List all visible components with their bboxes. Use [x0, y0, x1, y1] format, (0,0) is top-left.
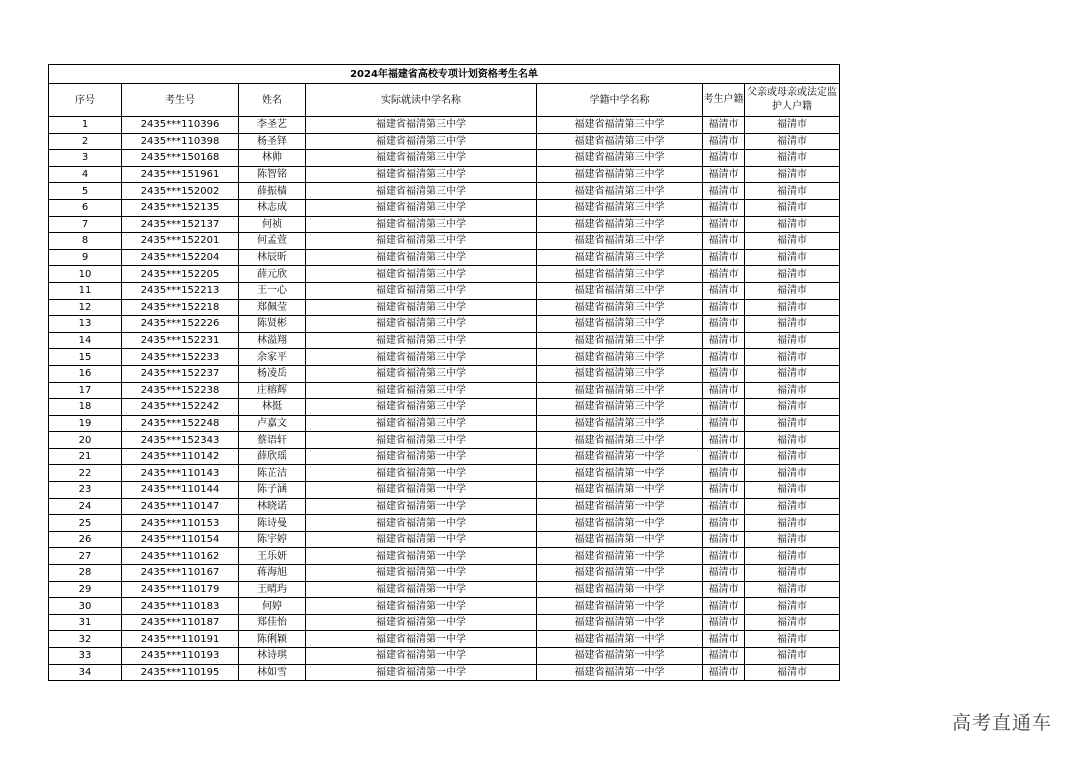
- cell-parent-hukou: 福清市: [745, 117, 840, 134]
- table-row: [49, 448, 840, 465]
- cell-parent-hukou: 福清市: [745, 565, 840, 582]
- cell-parent-hukou: 福清市: [745, 183, 840, 200]
- cell-hukou: 福清市: [703, 548, 745, 565]
- table-row: [49, 266, 840, 283]
- cell-reg-school: 福建省福清第三中学: [537, 415, 703, 432]
- cell-name: 何孟萱: [239, 233, 306, 250]
- cell-parent-hukou: 福清市: [745, 482, 840, 499]
- cell-exam-no: 2435***152237: [122, 365, 239, 382]
- cell-name: 林辰昕: [239, 249, 306, 266]
- cell-actual-school: 福建省福清第一中学: [306, 465, 537, 482]
- table-row: [49, 117, 840, 134]
- table-row: [49, 664, 840, 681]
- cell-hukou: 福清市: [703, 199, 745, 216]
- cell-seq: 24: [49, 498, 122, 515]
- cell-hukou: 福清市: [703, 365, 745, 382]
- cell-reg-school: 福建省福清第三中学: [537, 133, 703, 150]
- cell-actual-school: 福建省福清第三中学: [306, 316, 537, 333]
- header-hukou: 考生户籍: [703, 84, 745, 117]
- cell-actual-school: 福建省福清第三中学: [306, 349, 537, 366]
- cell-actual-school: 福建省福清第三中学: [306, 249, 537, 266]
- cell-reg-school: 福建省福清第三中学: [537, 399, 703, 416]
- cell-exam-no: 2435***152213: [122, 282, 239, 299]
- table-row: [49, 216, 840, 233]
- cell-reg-school: 福建省福清第三中学: [537, 216, 703, 233]
- cell-reg-school: 福建省福清第一中学: [537, 448, 703, 465]
- table-row: [49, 365, 840, 382]
- cell-reg-school: 福建省福清第三中学: [537, 299, 703, 316]
- cell-exam-no: 2435***110396: [122, 117, 239, 134]
- cell-name: 林诗琪: [239, 648, 306, 665]
- cell-name: 林挺: [239, 399, 306, 416]
- cell-hukou: 福清市: [703, 233, 745, 250]
- cell-actual-school: 福建省福清第三中学: [306, 183, 537, 200]
- cell-seq: 27: [49, 548, 122, 565]
- cell-seq: 17: [49, 382, 122, 399]
- cell-seq: 34: [49, 664, 122, 681]
- cell-reg-school: 福建省福清第一中学: [537, 482, 703, 499]
- cell-exam-no: 2435***110143: [122, 465, 239, 482]
- cell-name: 林晓诺: [239, 498, 306, 515]
- cell-actual-school: 福建省福清第三中学: [306, 117, 537, 134]
- cell-seq: 30: [49, 598, 122, 615]
- cell-parent-hukou: 福清市: [745, 216, 840, 233]
- cell-actual-school: 福建省福清第三中学: [306, 382, 537, 399]
- cell-name: 陈宇婷: [239, 531, 306, 548]
- cell-seq: 19: [49, 415, 122, 432]
- table-row: [49, 581, 840, 598]
- cell-name: 林志成: [239, 199, 306, 216]
- cell-exam-no: 2435***110147: [122, 498, 239, 515]
- table-row: [49, 648, 840, 665]
- cell-exam-no: 2435***152137: [122, 216, 239, 233]
- cell-actual-school: 福建省福清第三中学: [306, 299, 537, 316]
- cell-seq: 1: [49, 117, 122, 134]
- cell-hukou: 福清市: [703, 565, 745, 582]
- cell-seq: 26: [49, 531, 122, 548]
- cell-name: 薛欣瑶: [239, 448, 306, 465]
- header-reg-school: 学籍中学名称: [537, 84, 703, 117]
- cell-parent-hukou: 福清市: [745, 249, 840, 266]
- cell-seq: 5: [49, 183, 122, 200]
- cell-hukou: 福清市: [703, 581, 745, 598]
- cell-reg-school: 福建省福清第三中学: [537, 266, 703, 283]
- table-row: [49, 531, 840, 548]
- cell-actual-school: 福建省福清第一中学: [306, 498, 537, 515]
- cell-hukou: 福清市: [703, 249, 745, 266]
- cell-hukou: 福清市: [703, 266, 745, 283]
- cell-actual-school: 福建省福清第三中学: [306, 133, 537, 150]
- cell-exam-no: 2435***152201: [122, 233, 239, 250]
- cell-name: 卢嘉文: [239, 415, 306, 432]
- cell-parent-hukou: 福清市: [745, 548, 840, 565]
- cell-seq: 6: [49, 199, 122, 216]
- cell-hukou: 福清市: [703, 399, 745, 416]
- cell-parent-hukou: 福清市: [745, 282, 840, 299]
- table-row: [49, 166, 840, 183]
- cell-parent-hukou: 福清市: [745, 581, 840, 598]
- cell-actual-school: 福建省福清第一中学: [306, 598, 537, 615]
- header-parent-hukou: 父亲或母亲或法定监护人户籍: [745, 84, 840, 117]
- cell-actual-school: 福建省福清第一中学: [306, 448, 537, 465]
- cell-actual-school: 福建省福清第三中学: [306, 332, 537, 349]
- cell-actual-school: 福建省福清第一中学: [306, 531, 537, 548]
- cell-name: 何祯: [239, 216, 306, 233]
- cell-parent-hukou: 福清市: [745, 614, 840, 631]
- cell-name: 余家平: [239, 349, 306, 366]
- table-body: [49, 117, 840, 681]
- cell-hukou: 福清市: [703, 465, 745, 482]
- table-row: [49, 432, 840, 449]
- cell-parent-hukou: 福清市: [745, 266, 840, 283]
- cell-exam-no: 2435***152204: [122, 249, 239, 266]
- cell-actual-school: 福建省福清第一中学: [306, 515, 537, 532]
- cell-exam-no: 2435***152248: [122, 415, 239, 432]
- table-row: [49, 299, 840, 316]
- cell-seq: 2: [49, 133, 122, 150]
- table-title: 2024年福建省高校专项计划资格考生名单: [49, 65, 840, 84]
- cell-exam-no: 2435***110144: [122, 482, 239, 499]
- cell-seq: 11: [49, 282, 122, 299]
- cell-reg-school: 福建省福清第三中学: [537, 117, 703, 134]
- cell-parent-hukou: 福清市: [745, 349, 840, 366]
- cell-hukou: 福清市: [703, 515, 745, 532]
- cell-actual-school: 福建省福清第一中学: [306, 648, 537, 665]
- cell-reg-school: 福建省福清第一中学: [537, 465, 703, 482]
- cell-seq: 21: [49, 448, 122, 465]
- cell-actual-school: 福建省福清第一中学: [306, 548, 537, 565]
- cell-hukou: 福清市: [703, 299, 745, 316]
- cell-reg-school: 福建省福清第一中学: [537, 565, 703, 582]
- cell-exam-no: 2435***110398: [122, 133, 239, 150]
- cell-exam-no: 2435***152242: [122, 399, 239, 416]
- cell-seq: 33: [49, 648, 122, 665]
- cell-seq: 25: [49, 515, 122, 532]
- table-row: [49, 249, 840, 266]
- table-row: [49, 316, 840, 333]
- cell-seq: 29: [49, 581, 122, 598]
- cell-actual-school: 福建省福清第三中学: [306, 365, 537, 382]
- cell-hukou: 福清市: [703, 282, 745, 299]
- watermark-text: 高考直通车: [951, 712, 1052, 734]
- cell-parent-hukou: 福清市: [745, 199, 840, 216]
- cell-seq: 28: [49, 565, 122, 582]
- cell-name: 陈俐颖: [239, 631, 306, 648]
- cell-reg-school: 福建省福清第三中学: [537, 166, 703, 183]
- cell-seq: 20: [49, 432, 122, 449]
- cell-seq: 7: [49, 216, 122, 233]
- cell-actual-school: 福建省福清第三中学: [306, 216, 537, 233]
- cell-exam-no: 2435***150168: [122, 150, 239, 167]
- table-row: [49, 150, 840, 167]
- table-row: [49, 482, 840, 499]
- header-exam-no: 考生号: [122, 84, 239, 117]
- cell-name: 林帅: [239, 150, 306, 167]
- table-row: [49, 332, 840, 349]
- cell-exam-no: 2435***152205: [122, 266, 239, 283]
- cell-parent-hukou: 福清市: [745, 515, 840, 532]
- table-row: [49, 465, 840, 482]
- cell-name: 薛振樯: [239, 183, 306, 200]
- cell-name: 王晴玙: [239, 581, 306, 598]
- cell-hukou: 福清市: [703, 349, 745, 366]
- cell-hukou: 福清市: [703, 150, 745, 167]
- cell-actual-school: 福建省福清第三中学: [306, 199, 537, 216]
- cell-parent-hukou: 福清市: [745, 415, 840, 432]
- cell-name: 陈诗曼: [239, 515, 306, 532]
- cell-hukou: 福清市: [703, 482, 745, 499]
- cell-reg-school: 福建省福清第一中学: [537, 648, 703, 665]
- cell-reg-school: 福建省福清第三中学: [537, 282, 703, 299]
- cell-exam-no: 2435***152135: [122, 199, 239, 216]
- cell-parent-hukou: 福清市: [745, 399, 840, 416]
- cell-actual-school: 福建省福清第三中学: [306, 166, 537, 183]
- cell-reg-school: 福建省福清第一中学: [537, 581, 703, 598]
- cell-reg-school: 福建省福清第一中学: [537, 631, 703, 648]
- cell-parent-hukou: 福清市: [745, 531, 840, 548]
- cell-name: 庄榕辉: [239, 382, 306, 399]
- cell-reg-school: 福建省福清第三中学: [537, 150, 703, 167]
- cell-parent-hukou: 福清市: [745, 664, 840, 681]
- cell-parent-hukou: 福清市: [745, 448, 840, 465]
- cell-hukou: 福清市: [703, 498, 745, 515]
- cell-exam-no: 2435***110193: [122, 648, 239, 665]
- table-row: [49, 282, 840, 299]
- header-actual-school: 实际就读中学名称: [306, 84, 537, 117]
- cell-hukou: 福清市: [703, 598, 745, 615]
- cell-name: 林溢翔: [239, 332, 306, 349]
- header-seq: 序号: [49, 84, 122, 117]
- cell-name: 何婷: [239, 598, 306, 615]
- cell-name: 郑佩莹: [239, 299, 306, 316]
- cell-actual-school: 福建省福清第三中学: [306, 282, 537, 299]
- cell-actual-school: 福建省福清第一中学: [306, 664, 537, 681]
- table-row: [49, 382, 840, 399]
- cell-actual-school: 福建省福清第三中学: [306, 432, 537, 449]
- cell-parent-hukou: 福清市: [745, 166, 840, 183]
- cell-exam-no: 2435***152218: [122, 299, 239, 316]
- cell-parent-hukou: 福清市: [745, 498, 840, 515]
- table-row: [49, 133, 840, 150]
- cell-parent-hukou: 福清市: [745, 332, 840, 349]
- cell-parent-hukou: 福清市: [745, 432, 840, 449]
- table-row: [49, 598, 840, 615]
- cell-name: 杨圣铎: [239, 133, 306, 150]
- cell-hukou: 福清市: [703, 316, 745, 333]
- table-row: [49, 565, 840, 582]
- cell-exam-no: 2435***152231: [122, 332, 239, 349]
- cell-exam-no: 2435***110142: [122, 448, 239, 465]
- cell-actual-school: 福建省福清第三中学: [306, 233, 537, 250]
- cell-seq: 3: [49, 150, 122, 167]
- cell-reg-school: 福建省福清第一中学: [537, 548, 703, 565]
- cell-actual-school: 福建省福清第一中学: [306, 482, 537, 499]
- cell-parent-hukou: 福清市: [745, 233, 840, 250]
- table-row: [49, 614, 840, 631]
- cell-actual-school: 福建省福清第三中学: [306, 150, 537, 167]
- cell-seq: 14: [49, 332, 122, 349]
- table-row: [49, 199, 840, 216]
- cell-parent-hukou: 福清市: [745, 299, 840, 316]
- table-row: [49, 548, 840, 565]
- cell-exam-no: 2435***152226: [122, 316, 239, 333]
- cell-parent-hukou: 福清市: [745, 316, 840, 333]
- cell-seq: 18: [49, 399, 122, 416]
- cell-reg-school: 福建省福清第一中学: [537, 498, 703, 515]
- cell-seq: 32: [49, 631, 122, 648]
- cell-hukou: 福清市: [703, 631, 745, 648]
- table-row: [49, 498, 840, 515]
- cell-hukou: 福清市: [703, 117, 745, 134]
- cell-reg-school: 福建省福清第三中学: [537, 199, 703, 216]
- cell-seq: 9: [49, 249, 122, 266]
- cell-name: 李圣艺: [239, 117, 306, 134]
- cell-exam-no: 2435***110179: [122, 581, 239, 598]
- cell-hukou: 福清市: [703, 332, 745, 349]
- cell-reg-school: 福建省福清第三中学: [537, 382, 703, 399]
- table-row: [49, 415, 840, 432]
- cell-exam-no: 2435***110187: [122, 614, 239, 631]
- cell-reg-school: 福建省福清第三中学: [537, 365, 703, 382]
- cell-seq: 8: [49, 233, 122, 250]
- cell-hukou: 福清市: [703, 133, 745, 150]
- cell-hukou: 福清市: [703, 432, 745, 449]
- table-row: [49, 399, 840, 416]
- table-row: [49, 183, 840, 200]
- cell-hukou: 福清市: [703, 448, 745, 465]
- cell-name: 林如雪: [239, 664, 306, 681]
- cell-reg-school: 福建省福清第一中学: [537, 664, 703, 681]
- cell-actual-school: 福建省福清第一中学: [306, 614, 537, 631]
- cell-parent-hukou: 福清市: [745, 648, 840, 665]
- cell-seq: 13: [49, 316, 122, 333]
- cell-exam-no: 2435***110153: [122, 515, 239, 532]
- cell-exam-no: 2435***152343: [122, 432, 239, 449]
- cell-hukou: 福清市: [703, 614, 745, 631]
- cell-name: 蒋海旭: [239, 565, 306, 582]
- cell-reg-school: 福建省福清第一中学: [537, 531, 703, 548]
- cell-name: 王一心: [239, 282, 306, 299]
- cell-actual-school: 福建省福清第三中学: [306, 415, 537, 432]
- cell-reg-school: 福建省福清第三中学: [537, 349, 703, 366]
- cell-reg-school: 福建省福清第三中学: [537, 249, 703, 266]
- table-row: [49, 515, 840, 532]
- cell-parent-hukou: 福清市: [745, 150, 840, 167]
- cell-reg-school: 福建省福清第三中学: [537, 183, 703, 200]
- cell-seq: 15: [49, 349, 122, 366]
- candidate-table: [48, 64, 840, 681]
- cell-seq: 23: [49, 482, 122, 499]
- cell-seq: 16: [49, 365, 122, 382]
- cell-reg-school: 福建省福清第一中学: [537, 614, 703, 631]
- cell-hukou: 福清市: [703, 415, 745, 432]
- cell-seq: 4: [49, 166, 122, 183]
- cell-exam-no: 2435***152233: [122, 349, 239, 366]
- cell-parent-hukou: 福清市: [745, 598, 840, 615]
- cell-exam-no: 2435***110154: [122, 531, 239, 548]
- cell-exam-no: 2435***110191: [122, 631, 239, 648]
- cell-reg-school: 福建省福清第三中学: [537, 316, 703, 333]
- cell-name: 陈芷洁: [239, 465, 306, 482]
- cell-seq: 12: [49, 299, 122, 316]
- cell-parent-hukou: 福清市: [745, 465, 840, 482]
- cell-hukou: 福清市: [703, 531, 745, 548]
- cell-exam-no: 2435***110162: [122, 548, 239, 565]
- cell-hukou: 福清市: [703, 166, 745, 183]
- cell-reg-school: 福建省福清第一中学: [537, 515, 703, 532]
- cell-exam-no: 2435***110167: [122, 565, 239, 582]
- cell-name: 陈智铭: [239, 166, 306, 183]
- cell-actual-school: 福建省福清第一中学: [306, 565, 537, 582]
- cell-actual-school: 福建省福清第一中学: [306, 581, 537, 598]
- cell-name: 王乐妍: [239, 548, 306, 565]
- cell-hukou: 福清市: [703, 216, 745, 233]
- cell-seq: 10: [49, 266, 122, 283]
- cell-exam-no: 2435***152238: [122, 382, 239, 399]
- cell-name: 陈子涵: [239, 482, 306, 499]
- cell-name: 杨凌岳: [239, 365, 306, 382]
- cell-exam-no: 2435***152002: [122, 183, 239, 200]
- cell-name: 薛元欣: [239, 266, 306, 283]
- cell-reg-school: 福建省福清第三中学: [537, 332, 703, 349]
- cell-actual-school: 福建省福清第一中学: [306, 631, 537, 648]
- cell-exam-no: 2435***151961: [122, 166, 239, 183]
- cell-name: 陈贤彬: [239, 316, 306, 333]
- cell-exam-no: 2435***110183: [122, 598, 239, 615]
- cell-seq: 31: [49, 614, 122, 631]
- table-row: [49, 631, 840, 648]
- cell-hukou: 福清市: [703, 664, 745, 681]
- cell-seq: 22: [49, 465, 122, 482]
- cell-hukou: 福清市: [703, 382, 745, 399]
- cell-name: 蔡语轩: [239, 432, 306, 449]
- cell-parent-hukou: 福清市: [745, 631, 840, 648]
- cell-reg-school: 福建省福清第一中学: [537, 598, 703, 615]
- table-row: [49, 349, 840, 366]
- cell-parent-hukou: 福清市: [745, 382, 840, 399]
- cell-actual-school: 福建省福清第三中学: [306, 266, 537, 283]
- header-name: 姓名: [239, 84, 306, 117]
- cell-hukou: 福清市: [703, 648, 745, 665]
- cell-name: 郑佳怡: [239, 614, 306, 631]
- cell-parent-hukou: 福清市: [745, 365, 840, 382]
- cell-reg-school: 福建省福清第三中学: [537, 233, 703, 250]
- cell-exam-no: 2435***110195: [122, 664, 239, 681]
- table-row: [49, 233, 840, 250]
- cell-hukou: 福清市: [703, 183, 745, 200]
- cell-reg-school: 福建省福清第三中学: [537, 432, 703, 449]
- header-row: [49, 84, 840, 117]
- cell-actual-school: 福建省福清第三中学: [306, 399, 537, 416]
- cell-parent-hukou: 福清市: [745, 133, 840, 150]
